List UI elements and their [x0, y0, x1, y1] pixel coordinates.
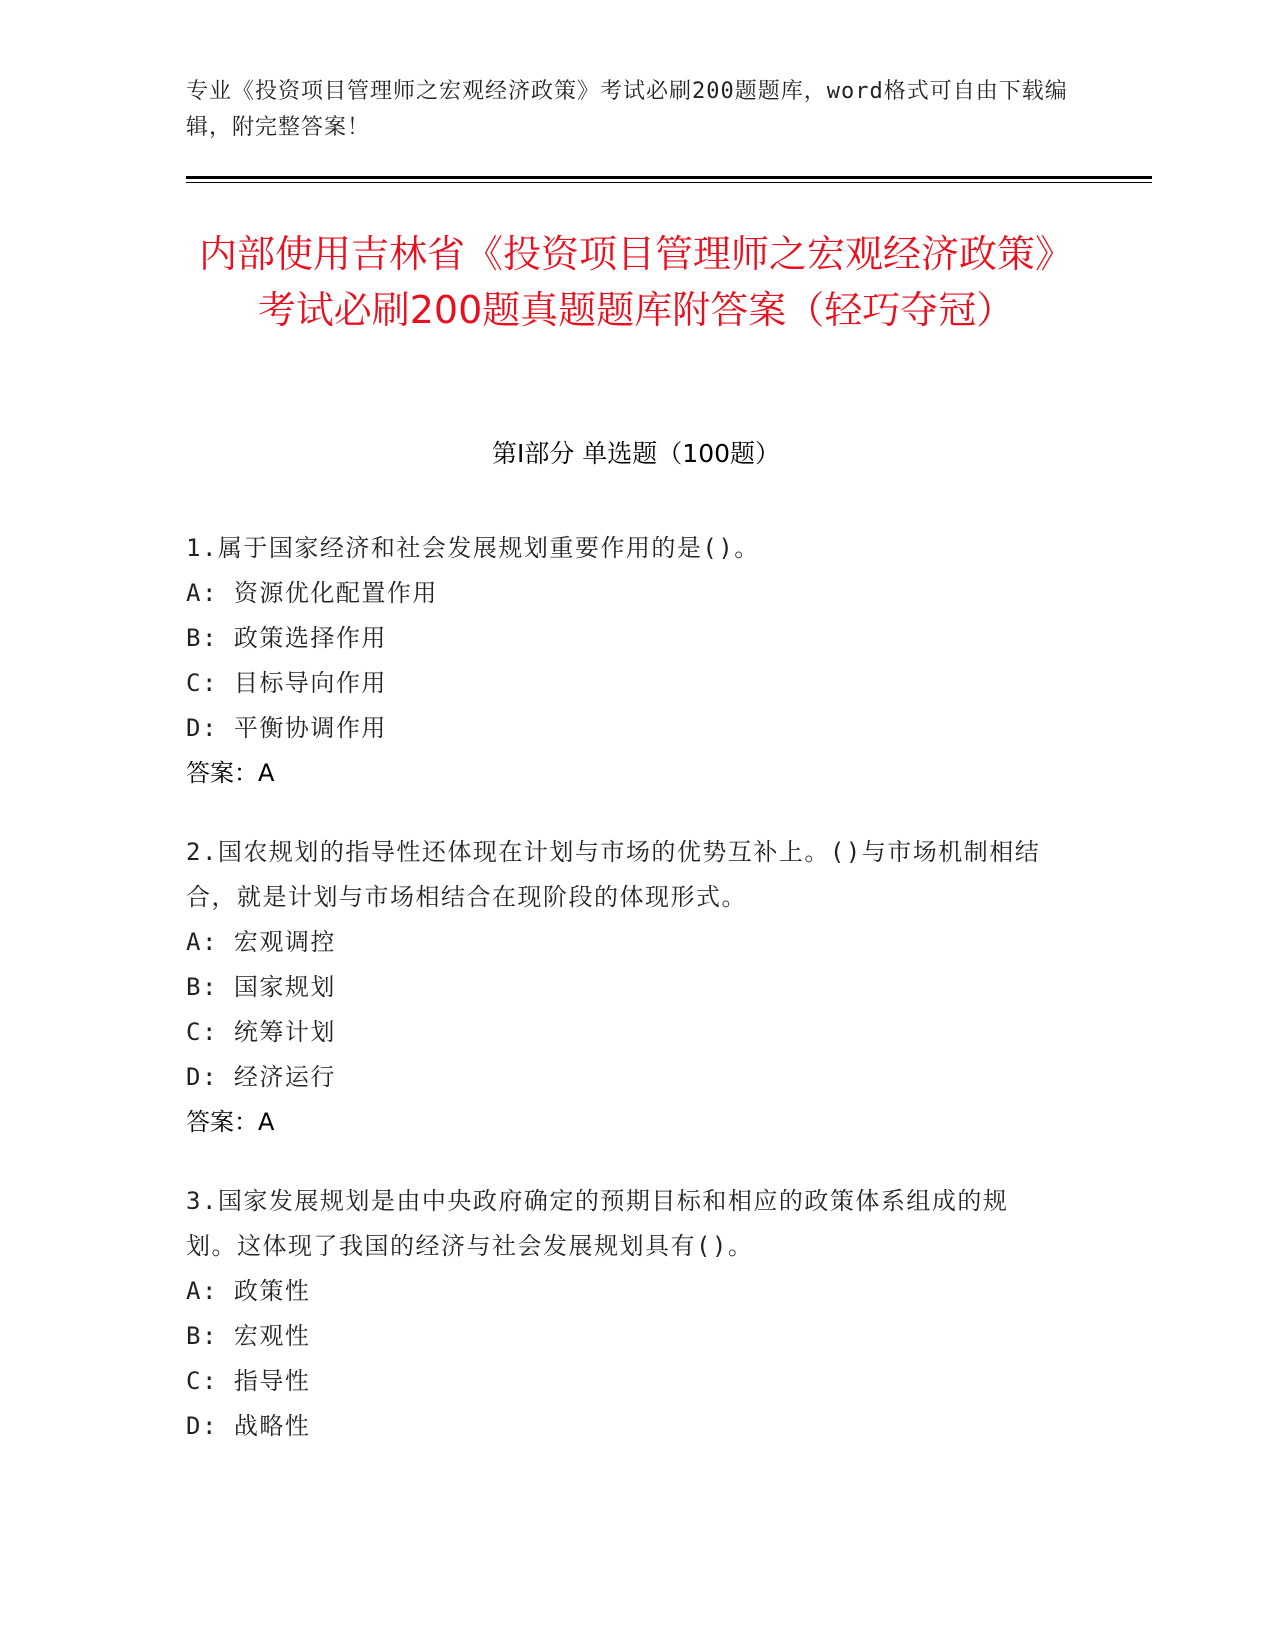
- option-c: C: 指导性: [186, 1367, 311, 1395]
- option-d: D: 经济运行: [186, 1063, 336, 1091]
- question-stem: 3.国家发展规划是由中央政府确定的预期目标和相应的政策体系组成的规划。这体现了我国的经济与社会发展规划具有()。: [186, 1187, 1009, 1260]
- option-b: B: 政策选择作用: [186, 624, 387, 652]
- question-stem: 2.国农规划的指导性还体现在计划与市场的优势互补上。()与市场机制相结合，就是计划与市场相结合在现阶段的体现形式。: [186, 838, 1041, 911]
- question-3: [186, 1179, 1056, 1449]
- answer-line: 答案：A: [186, 759, 275, 787]
- question-list: [186, 526, 1056, 1483]
- header-rule-thin: [186, 182, 1152, 183]
- answer-line: 答案：A: [186, 1108, 275, 1136]
- option-c: C: 目标导向作用: [186, 669, 387, 697]
- option-d: D: 平衡协调作用: [186, 714, 387, 742]
- option-c: C: 统筹计划: [186, 1018, 336, 1046]
- option-b: B: 宏观性: [186, 1322, 311, 1350]
- option-d: D: 战略性: [186, 1412, 311, 1440]
- section-title: 第Ⅰ部分 单选题（100题）: [491, 439, 781, 468]
- header-rule-thick: [186, 176, 1152, 179]
- document-title: 内部使用吉林省《投资项目管理师之宏观经济政策》考试必刷200题真题题库附答案（轻巧夺冠）: [198, 232, 1073, 332]
- option-a: A: 宏观调控: [186, 928, 336, 956]
- option-a: A: 资源优化配置作用: [186, 579, 438, 607]
- option-a: A: 政策性: [186, 1277, 311, 1305]
- question-2: [186, 830, 1056, 1145]
- question-stem: 1.属于国家经济和社会发展规划重要作用的是()。: [186, 534, 760, 562]
- header-note: 专业《投资项目管理师之宏观经济政策》考试必刷200题题库，word格式可自由下载编辑，附完整答案！: [186, 79, 1068, 140]
- option-b: B: 国家规划: [186, 973, 336, 1001]
- question-1: [186, 526, 1056, 796]
